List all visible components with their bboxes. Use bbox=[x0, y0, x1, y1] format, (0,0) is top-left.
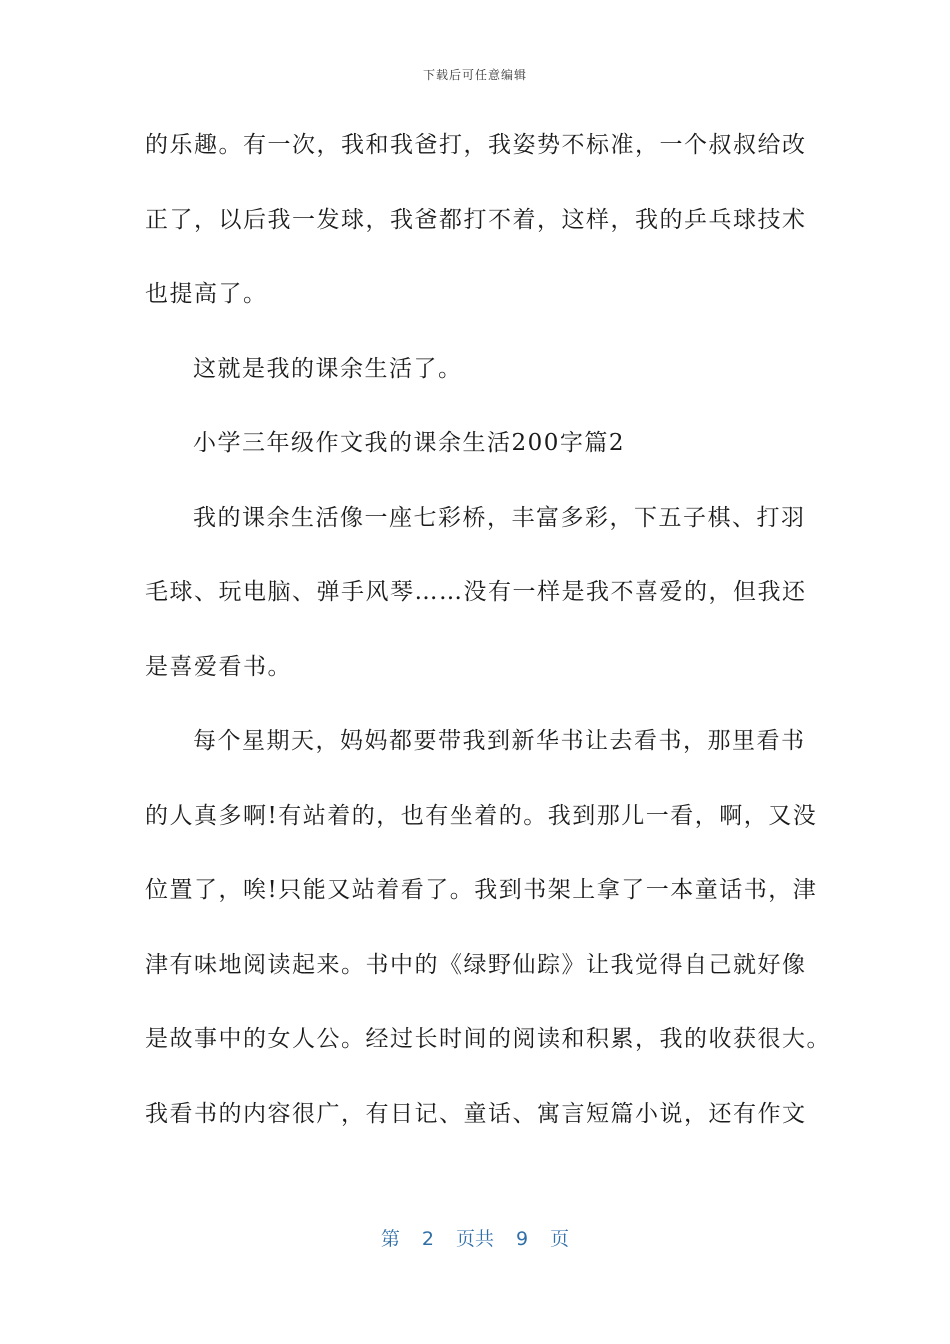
footer-page-number: 2 bbox=[421, 1228, 434, 1250]
text-line: 每个星期天，妈妈都要带我到新华书让去看书，那里看书 bbox=[193, 728, 806, 754]
footer-prefix: 第 bbox=[380, 1228, 400, 1250]
section-heading: 小学三年级作文我的课余生活200字篇2 bbox=[193, 430, 626, 456]
text-line: 也提高了。 bbox=[145, 281, 268, 307]
text-line: 正了，以后我一发球，我爸都打不着，这样，我的乒乓球技术 bbox=[145, 206, 807, 233]
text-line: 我的课余生活像一座七彩桥，丰富多彩，下五子棋、打羽 bbox=[193, 504, 806, 531]
text-line: 是故事中的女人公。经过长时间的阅读和积累，我的收获很大。 bbox=[145, 1026, 831, 1052]
page-header: 下载后可任意编辑 bbox=[422, 68, 527, 82]
text-line: 毛球、玩电脑、弹手风琴……没有一样是我不喜爱的，但我还 bbox=[145, 579, 807, 605]
text-line: 位置了，唉!只能又站着看了。我到书架上拿了一本童话书，津 bbox=[145, 877, 818, 903]
document-body bbox=[145, 118, 831, 1161]
text-line: 这就是我的课余生活了。 bbox=[193, 355, 463, 382]
text-line: 我看书的内容很广，有日记、童话、寓言短篇小说，还有作文 bbox=[145, 1100, 807, 1127]
text-line: 的乐趣。有一次，我和我爸打，我姿势不标准，一个叔叔给改 bbox=[145, 132, 807, 158]
text-line: 是喜爱看书。 bbox=[145, 653, 292, 680]
text-line: 的人真多啊!有站着的，也有坐着的。我到那儿一看，啊，又没 bbox=[145, 802, 818, 829]
page-footer bbox=[0, 1224, 950, 1251]
text-line: 津有味地阅读起来。书中的《绿野仙踪》让我觉得自己就好像 bbox=[145, 951, 807, 978]
footer-total-pages: 9 bbox=[516, 1228, 529, 1250]
footer-suffix: 页 bbox=[550, 1228, 570, 1250]
footer-middle: 页共 bbox=[455, 1228, 494, 1250]
